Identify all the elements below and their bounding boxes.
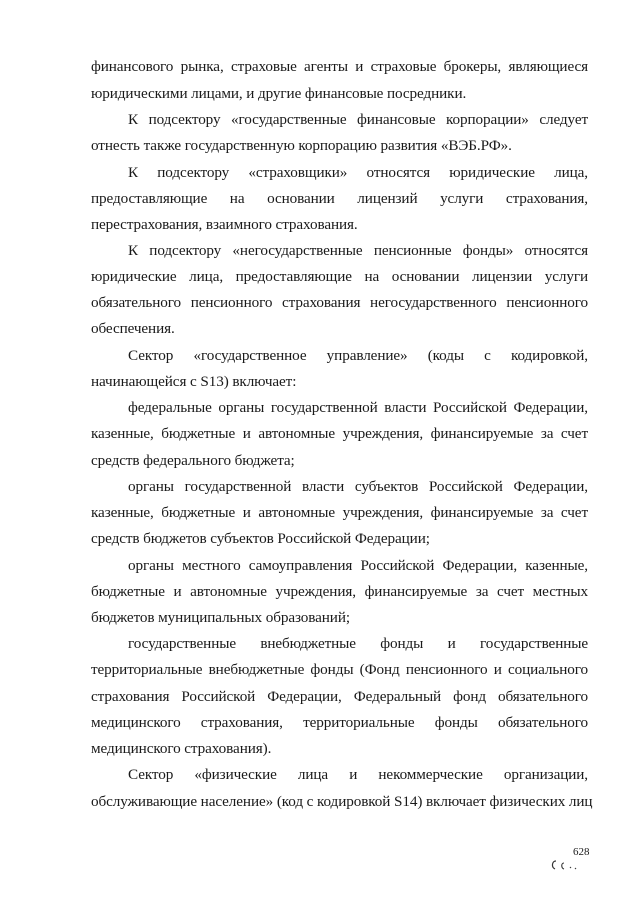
text-line: казенные, бюджетные и автономные учреждения, финансируемые за счет xyxy=(91,425,588,442)
text-line: обслуживающие население» (код с кодировкой S14) включает физических лиц xyxy=(91,793,593,810)
text-line: средств бюджетов субъектов Российской Федерации; xyxy=(91,530,430,547)
text-line: органы местного самоуправления Российской Федерации, казенные, xyxy=(128,557,588,574)
text-line: органы государственной власти субъектов Российской Федерации, xyxy=(128,478,588,495)
handwritten-mark-icon xyxy=(548,853,582,873)
text-line: обязательного пенсионного страхования негосударственного пенсионного xyxy=(91,294,588,311)
text-line: медицинского страхования, территориальные фонды обязательного xyxy=(91,714,588,731)
text-line: Сектор «государственное управление» (коды с кодировкой, xyxy=(128,347,588,364)
text-line: федеральные органы государственной власти Российской Федерации, xyxy=(128,399,588,416)
page-number: 628 xyxy=(573,846,590,858)
text-line: государственные внебюджетные фонды и государственные xyxy=(128,635,588,652)
text-line: территориальные внебюджетные фонды (Фонд пенсионного и социального xyxy=(91,661,588,678)
text-line: бюджетов муниципальных образований; xyxy=(91,609,350,626)
text-line: обеспечения. xyxy=(91,320,175,337)
text-line: К подсектору «государственные финансовые корпорации» следует xyxy=(128,111,588,128)
text-line: перестрахования, взаимного страхования. xyxy=(91,216,358,233)
text-line: казенные, бюджетные и автономные учреждения, финансируемые за счет xyxy=(91,504,588,521)
text-line: предоставляющие на основании лицензий услуги страхования, xyxy=(91,190,588,207)
text-line: К подсектору «негосударственные пенсионные фонды» относятся xyxy=(128,242,588,259)
text-line: юридическими лицами, и другие финансовые посредники. xyxy=(91,85,467,102)
text-line: медицинского страхования). xyxy=(91,740,272,757)
text-line: отнесть также государственную корпорацию развития «ВЭБ.РФ». xyxy=(91,137,512,154)
text-line: начинающейся с S13) включает: xyxy=(91,373,297,390)
text-line: страхования Российской Федерации, Федеральный фонд обязательного xyxy=(91,688,588,705)
text-line: финансового рынка, страховые агенты и страховые брокеры, являющиеся xyxy=(91,58,588,75)
text-line: Сектор «физические лица и некоммерческие организации, xyxy=(128,766,588,783)
text-line: юридические лица, предоставляющие на основании лицензии услуги xyxy=(91,268,588,285)
text-line: К подсектору «страховщики» относятся юридические лица, xyxy=(128,164,588,181)
text-line: средств федерального бюджета; xyxy=(91,452,295,469)
text-line: бюджетные и автономные учреждения, финансируемые за счет местных xyxy=(91,583,588,600)
